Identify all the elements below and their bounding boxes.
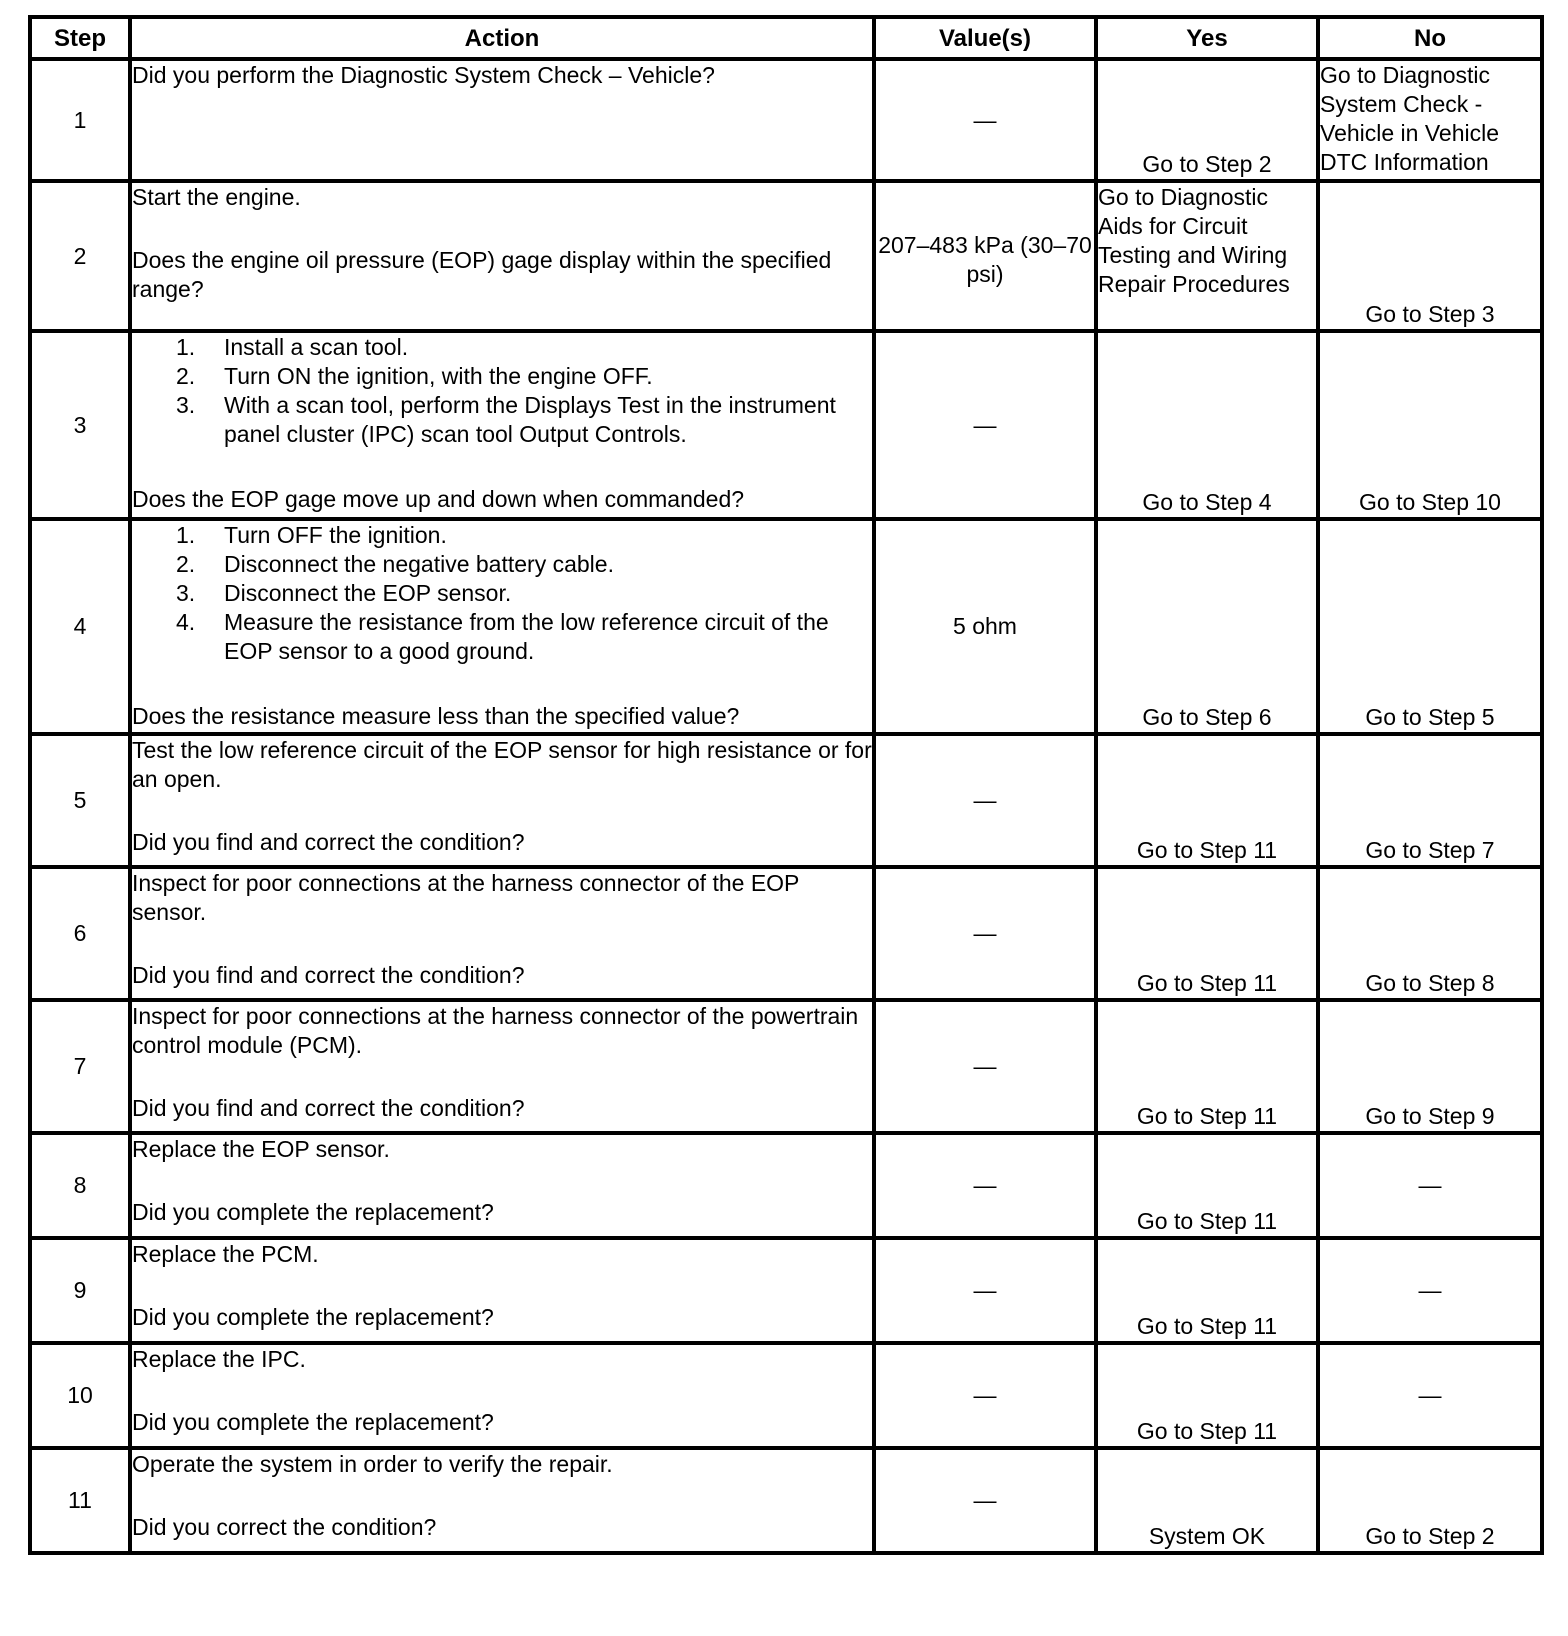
step-number: 7	[30, 1000, 130, 1133]
step-number: 10	[30, 1343, 130, 1448]
step-number: 5	[30, 734, 130, 867]
value-cell: —	[874, 1238, 1096, 1343]
action-cell	[130, 734, 874, 867]
yes-cell: Go to Diagnostic Aids for Circuit Testing and Wiring Repair Procedures	[1096, 181, 1318, 331]
list-item	[132, 333, 872, 362]
list-item-number: 2.	[176, 363, 196, 389]
yes-cell: Go to Step 11	[1096, 1343, 1318, 1448]
value-cell: —	[874, 1448, 1096, 1553]
step-number: 6	[30, 867, 130, 1000]
no-cell: —	[1318, 1238, 1542, 1343]
action-text: Operate the system in order to verify the repair.	[132, 1451, 613, 1477]
action-cell	[130, 867, 874, 1000]
list-item	[132, 608, 872, 666]
value-cell: 207–483 kPa (30–70 psi)	[874, 181, 1096, 331]
list-item-number: 4.	[176, 609, 196, 635]
header-action: Action	[130, 17, 874, 59]
list-item	[132, 521, 872, 550]
yes-cell: Go to Step 4	[1096, 331, 1318, 519]
action-steps-list	[132, 521, 872, 666]
list-item	[132, 550, 872, 579]
table-row	[30, 59, 1542, 181]
no-cell: Go to Diagnostic System Check - Vehicle in Vehicle DTC Information	[1318, 59, 1542, 181]
yes-cell: Go to Step 11	[1096, 734, 1318, 867]
no-cell: Go to Step 9	[1318, 1000, 1542, 1133]
list-item	[132, 579, 872, 608]
list-item-text: Disconnect the EOP sensor.	[224, 580, 512, 606]
action-text: Inspect for poor connections at the harness connector of the powertrain control module (PCM).	[132, 1003, 859, 1058]
action-question: Did you find and correct the condition?	[132, 962, 525, 988]
action-question: Did you correct the condition?	[132, 1514, 437, 1540]
list-item-text: Disconnect the negative battery cable.	[224, 551, 614, 577]
value-cell: —	[874, 1343, 1096, 1448]
value-cell: —	[874, 867, 1096, 1000]
step-number: 8	[30, 1133, 130, 1238]
action-cell	[130, 1000, 874, 1133]
yes-cell: Go to Step 11	[1096, 1238, 1318, 1343]
action-text: Inspect for poor connections at the harness connector of the EOP sensor.	[132, 870, 799, 925]
table-row	[30, 1238, 1542, 1343]
yes-cell: Go to Step 11	[1096, 1133, 1318, 1238]
table-header-row	[30, 17, 1542, 59]
action-cell	[130, 1133, 874, 1238]
action-question: Did you find and correct the condition?	[132, 829, 525, 855]
yes-cell: Go to Step 11	[1096, 1000, 1318, 1133]
no-cell: Go to Step 5	[1318, 519, 1542, 734]
action-question: Does the engine oil pressure (EOP) gage display within the specified range?	[132, 247, 832, 302]
action-question: Does the resistance measure less than the specified value?	[132, 703, 740, 729]
yes-cell: Go to Step 6	[1096, 519, 1318, 734]
action-cell	[130, 1343, 874, 1448]
list-item-number: 1.	[176, 522, 196, 548]
no-cell: Go to Step 7	[1318, 734, 1542, 867]
action-question: Did you find and correct the condition?	[132, 1095, 525, 1121]
action-text: Replace the PCM.	[132, 1241, 319, 1267]
list-item-text: Turn ON the ignition, with the engine OFF.	[224, 363, 653, 389]
table-row	[30, 1133, 1542, 1238]
list-item-text: With a scan tool, perform the Displays Test in the instrument panel cluster (IPC) scan tool Output Controls.	[224, 392, 836, 447]
no-cell: —	[1318, 1343, 1542, 1448]
no-cell: Go to Step 3	[1318, 181, 1542, 331]
action-cell	[130, 59, 874, 181]
action-question: Did you complete the replacement?	[132, 1409, 494, 1435]
action-question: Does the EOP gage move up and down when commanded?	[132, 486, 745, 512]
action-text: Test the low reference circuit of the EOP sensor for high resistance or for an open.	[132, 737, 872, 792]
table-row	[30, 734, 1542, 867]
value-cell: 5 ohm	[874, 519, 1096, 734]
list-item-number: 3.	[176, 580, 196, 606]
no-cell: Go to Step 2	[1318, 1448, 1542, 1553]
action-cell	[130, 181, 874, 331]
action-cell	[130, 331, 874, 519]
action-text: Replace the IPC.	[132, 1346, 306, 1372]
table-row	[30, 181, 1542, 331]
action-question: Did you complete the replacement?	[132, 1304, 494, 1330]
action-text: Replace the EOP sensor.	[132, 1136, 390, 1162]
step-number: 4	[30, 519, 130, 734]
yes-cell: Go to Step 11	[1096, 867, 1318, 1000]
no-cell: Go to Step 10	[1318, 331, 1542, 519]
list-item-text: Install a scan tool.	[224, 334, 409, 360]
value-cell: —	[874, 1133, 1096, 1238]
yes-cell: System OK	[1096, 1448, 1318, 1553]
action-question: Did you complete the replacement?	[132, 1199, 494, 1225]
table-row	[30, 1343, 1542, 1448]
action-cell	[130, 519, 874, 734]
step-number: 3	[30, 331, 130, 519]
table-row	[30, 867, 1542, 1000]
list-item	[132, 362, 872, 391]
list-item-number: 3.	[176, 392, 196, 418]
action-text: Did you perform the Diagnostic System Check – Vehicle?	[132, 62, 715, 88]
step-number: 11	[30, 1448, 130, 1553]
diagnostic-table	[28, 15, 1544, 1555]
step-number: 9	[30, 1238, 130, 1343]
list-item-number: 1.	[176, 334, 196, 360]
no-cell: —	[1318, 1133, 1542, 1238]
no-cell: Go to Step 8	[1318, 867, 1542, 1000]
step-number: 2	[30, 181, 130, 331]
table-row	[30, 519, 1542, 734]
action-steps-list	[132, 333, 872, 449]
list-item	[132, 391, 872, 449]
yes-cell: Go to Step 2	[1096, 59, 1318, 181]
table-row	[30, 1448, 1542, 1553]
header-yes: Yes	[1096, 17, 1318, 59]
value-cell: —	[874, 331, 1096, 519]
value-cell: —	[874, 59, 1096, 181]
value-cell: —	[874, 1000, 1096, 1133]
table-row	[30, 331, 1542, 519]
action-cell	[130, 1448, 874, 1553]
list-item-number: 2.	[176, 551, 196, 577]
list-item-text: Turn OFF the ignition.	[224, 522, 447, 548]
step-number: 1	[30, 59, 130, 181]
table-row	[30, 1000, 1542, 1133]
header-values: Value(s)	[874, 17, 1096, 59]
list-item-text: Measure the resistance from the low reference circuit of the EOP sensor to a good ground.	[224, 609, 829, 664]
header-step: Step	[30, 17, 130, 59]
action-text: Start the engine.	[132, 184, 301, 210]
value-cell: —	[874, 734, 1096, 867]
action-cell	[130, 1238, 874, 1343]
header-no: No	[1318, 17, 1542, 59]
